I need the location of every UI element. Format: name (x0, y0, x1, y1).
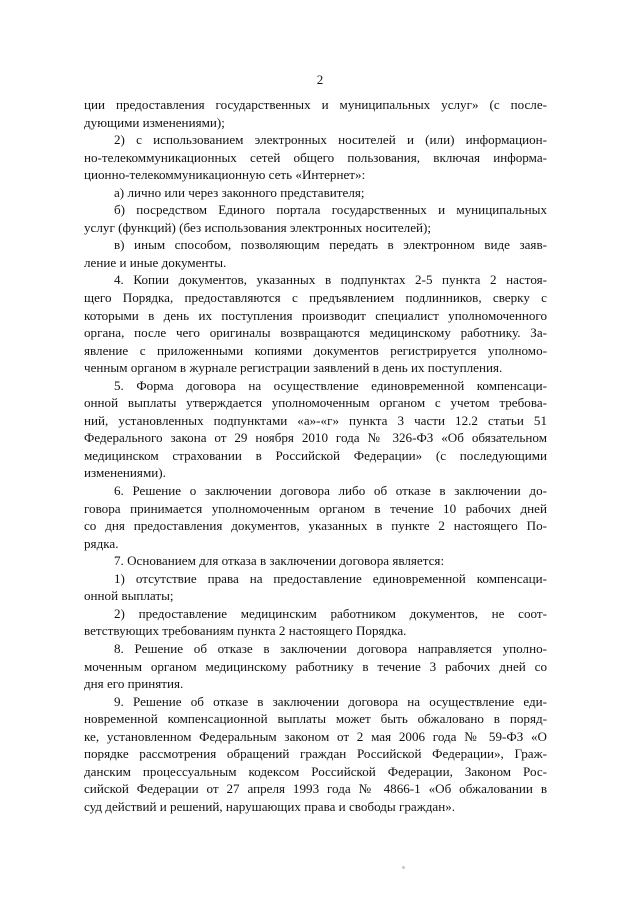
text-line: 8. Решение об отказе в заключении договора направляется уполно- (114, 640, 547, 656)
paragraph-clause-7 (84, 552, 547, 570)
text-line: услуг (функций) (без использования электронных носителей); (84, 219, 432, 235)
paragraph-clause-9 (84, 693, 547, 816)
paragraph-item-b (84, 201, 547, 236)
text-line: ний, установленных подпунктами «а»-«г» пункта 3 части 12.2 статьи 51 (84, 412, 547, 428)
text-line: ление и иные документы. (84, 254, 227, 270)
text-line: ветствующих требованиям пункта 2 настоящего Порядка. (84, 623, 407, 639)
text-line: моченным органом медицинскому работнику в течение 3 рабочих дней со (84, 658, 547, 674)
text-line: сийской Федерации от 27 апреля 1993 года № 4866-1 «Об обжаловании в (84, 781, 547, 797)
paragraph-clause-7-item-1 (84, 570, 547, 605)
text-line: явление с приложенными копиями документов регистрируется уполномо- (84, 342, 547, 358)
text-line: 5. Форма договора на осуществление единовременной компенсаци- (114, 377, 547, 393)
text-line: 6. Решение о заключении договора либо об отказе в заключении до- (114, 483, 547, 499)
text-line: данским процессуальным кодексом Российской Федерации, Законом Рос- (84, 763, 547, 779)
page-number: 2 (316, 72, 324, 87)
text-line: в) иным способом, позволяющим передать в электронном виде заяв- (114, 237, 547, 253)
text-line: дня его принятия. (84, 676, 184, 692)
text-line: 7. Основанием для отказа в заключении договора является: (114, 553, 445, 569)
paragraph-item-v (84, 236, 547, 271)
text-line: рядка. (84, 535, 119, 551)
text-line: онной выплаты; (84, 588, 174, 604)
text-line: говора принимается уполномоченным органом в течение 10 рабочих дней (84, 500, 547, 516)
text-line: 9. Решение об отказе в заключении договора на осуществление еди- (114, 693, 547, 709)
text-line: медицинском страховании в Российской Федерации» (с последующими (84, 447, 547, 463)
text-line: органа, после чего оригиналы возвращаются медицинскому работнику. За- (84, 325, 547, 341)
text-line: онной выплаты утверждается уполномоченным органом с учетом требова- (84, 395, 547, 411)
text-line: изменениями). (84, 465, 166, 481)
text-line: 2) предоставление медицинским работником документов, не соот- (114, 605, 547, 621)
paragraph-clause-5 (84, 377, 547, 482)
paragraph-clause-4 (84, 271, 547, 376)
text-line: а) лично или через законного представителя; (114, 184, 365, 200)
text-line: дующими изменениями); (84, 114, 225, 130)
text-line: ции предоставления государственных и муниципальных услуг» (с после- (84, 97, 547, 112)
text-line: ченным органом в журнале регистрации заявлений в день их поступления. (84, 360, 503, 376)
text-line: со дня предоставления документов, указанных в пункте 2 настоящего По- (84, 518, 547, 534)
text-line: новременной компенсационной выплаты может быть обжаловано в поряд- (84, 711, 547, 727)
text-line: которыми в день их поступления производит специалист уполномоченного (84, 307, 547, 323)
text-line: 1) отсутствие права на предоставление единовременной компенсаци- (114, 570, 547, 586)
text-line: но-телекоммуникационных сетей общего пользования, включая информа- (84, 149, 547, 165)
scan-speck (402, 866, 405, 869)
text-line: суд действий и решений, нарушающих права и свободы граждан». (84, 798, 456, 814)
text-line: ционно-телекоммуникационную сеть «Интернет»: (84, 167, 366, 183)
paragraph-clause-6 (84, 482, 547, 552)
text-line: 4. Копии документов, указанных в подпунктах 2-5 пункта 2 настоя- (114, 272, 547, 288)
paragraph-clause-8 (84, 640, 547, 693)
paragraph-clause-7-item-2 (84, 605, 547, 640)
document-body (84, 96, 547, 815)
paragraph-item-a (84, 184, 547, 202)
text-line: 2) с использованием электронных носителей и (или) информацион- (114, 132, 547, 148)
text-line: порядке рассмотрения обращений граждан Российской Федерации», Граж- (84, 746, 547, 762)
paragraph-continuation (84, 96, 547, 131)
text-line: Федерального закона от 29 ноября 2010 года № 326-ФЗ «Об обязательном (84, 430, 547, 446)
text-line: ке, установленном Федеральным законом от 2 мая 2006 года № 59-ФЗ «О (84, 728, 547, 744)
paragraph-item-2 (84, 131, 547, 184)
text-line: щего Порядка, предоставляются с предъявлением подлинников, сверку с (84, 290, 547, 306)
text-line: б) посредством Единого портала государственных и муниципальных (114, 202, 547, 218)
